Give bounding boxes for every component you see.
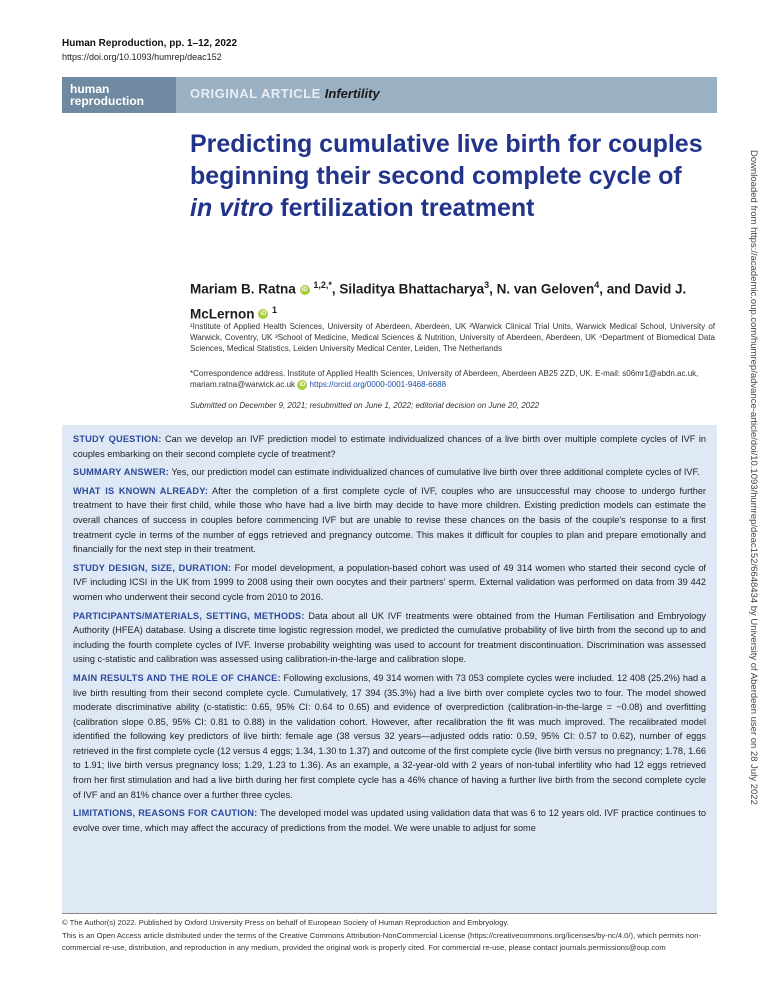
title-part-2: fertilization treatment bbox=[273, 194, 535, 222]
section-text: The developed model was updated using validation data that was 6 to 12 years old. IVF practice continues to evolve over time, which may affect the accuracy of predictions from the model. We were unable to adjust for some bbox=[73, 808, 706, 833]
author-affil-sup: 1,2,* bbox=[313, 280, 332, 290]
affiliations: ¹Institute of Applied Health Sciences, University of Aberdeen, Aberdeen, UK ²Warwick Clinical Trial Units, Warwick Medical School, University of Warwick, Coventry, UK ³School of Medicine, Medical Sciences & Nutrition, University of Aberdeen, Aberdeen, UK ⁴Department of Biomedical Data Sciences, Medical Statistics, Leiden University Medical Center, Leiden, The Netherlands bbox=[190, 322, 715, 353]
logo-line-2: reproduction bbox=[70, 94, 144, 108]
abstract-section bbox=[73, 432, 706, 461]
section-heading: WHAT IS KNOWN ALREADY: bbox=[73, 485, 209, 496]
section-text: Yes, our prediction model can estimate individualized chances of cumulative live birth over three additional complete cycles of IVF. bbox=[169, 467, 700, 478]
section-text: Data about all UK IVF treatments were obtained from the Human Fertilisation and Embryology Authority (HFEA) database. Using a discrete time logistic regression model, we predicted the cumulative probability of live birth from the second up to and including the fourth complete cycles of IVF. Inverse probability weighting was used to account for treatment discontinuation. Discrimination was assessed using c-statistic and calibration was assessed using calibration-in-the-large and calibration slope. bbox=[73, 610, 706, 665]
section-heading: STUDY QUESTION: bbox=[73, 434, 162, 444]
logo-line-1: human bbox=[70, 82, 110, 96]
submission-dates: Submitted on December 9, 2021; resubmitted on June 1, 2022; editorial decision on June 20, 2022 bbox=[190, 401, 540, 410]
article-title bbox=[190, 128, 710, 224]
journal-logo[interactable] bbox=[62, 77, 176, 113]
author-affil-sup: 3 bbox=[484, 280, 490, 290]
abstract-section bbox=[73, 806, 706, 835]
download-watermark bbox=[745, 150, 763, 900]
abstract-section bbox=[73, 465, 706, 480]
orcid-icon[interactable]: iD bbox=[299, 381, 306, 388]
section-heading: LIMITATIONS, REASONS FOR CAUTION: bbox=[73, 808, 258, 819]
section-text: Following exclusions, 49 314 women with 73 053 complete cycles were included. 12 408 (25.2%) had a live birth resulting from their second complete cycle. Cumulatively, 17 394 (35.3%) had a live birth over complete cycles two to four. The model showed moderate discriminative ability (c-statistic: 0.65, 95% CI: 0.64 to 0.65) and evidence of overprediction (calibration-in-the-large = −0.08) and overfitting (calibration slope 0.85, 95% CI: 0.81 to 0.88) in the validation cohort. However, after recalibration the fit was much improved. The recalibrated model identified the following key predictors of live birth: female age (38 versus 32 years—adjusted odds ratio: 0.59, 95% CI: 0.57 to 0.62), number of eggs retrieved in the first complete cycle (12 versus 4 eggs; 1.34, 1.30 to 1.37) and outcome of the first complete cycle (live birth versus no pregnancy; 1.78, 1.66 to 1.91; live birth versus pregnancy loss; 1.29, 1.23 to 1.36). As an example, a 32-year-old with 2 years of non-tubal infertility who had 12 eggs retrieved from her first stimulation and had a live birth during her first complete cycle has a 46% chance of having a further live birth from the second complete cycle of IVF and an 81% chance over a further three cycles. bbox=[73, 672, 706, 800]
copyright-line: © The Author(s) 2022. Published by Oxford University Press on behalf of European Society of Human Reproduction and Embryology. bbox=[62, 918, 509, 927]
author-affil-sup: 1 bbox=[272, 304, 278, 315]
author-list bbox=[190, 275, 715, 324]
abstract-section bbox=[73, 484, 706, 557]
section-heading: PARTICIPANTS/MATERIALS, SETTING, METHODS: bbox=[73, 610, 305, 621]
abstract-section bbox=[73, 609, 706, 667]
footer-text bbox=[62, 917, 717, 955]
abstract-section bbox=[73, 561, 706, 605]
download-notice: Downloaded from https://academic.oup.com/humrep/advance-article/doi/10.1093/humrep/deac152/6648434 by University of Aberdeen user on 28 July 2022 bbox=[748, 150, 759, 805]
abstract-section bbox=[73, 671, 706, 802]
section-text: After the completion of a first complete cycle of IVF, couples who are unsuccessful may choose to undergo further treatment to have their first child, while those who have had a live birth may decide to have more children. Existing prediction models can estimate the overall chances of success in couples before commencing IVF but are unable to revise these chances on the basis of the couple's response to a first treatment cycle in terms of the number of eggs retrieved and pregnancy outcome. This makes it difficult for couples to plan and prepare emotionally and financially for the next step in their treatment. bbox=[73, 485, 706, 555]
correspondence-text: *Correspondence address. Institute of Applied Health Sciences, University of Aberdeen, Aberdeen AB25 2ZD, UK. E-mail: s06mr1@abdn.ac.uk, mariam.ratna@warwick.ac.uk bbox=[190, 369, 699, 389]
title-italic: in vitro bbox=[190, 194, 274, 222]
section-heading: STUDY DESIGN, SIZE, DURATION: bbox=[73, 562, 232, 573]
article-type bbox=[190, 86, 380, 101]
article-specialty: Infertility bbox=[324, 86, 380, 101]
orcid-icon[interactable]: iD bbox=[260, 311, 267, 318]
section-text: For model development, a population-based cohort was used of 49 314 women who started their second cycle of IVF including ICSI in the UK from 1999 to 2008 using their own oocytes and their partners' sperm. External validation was performed on data from 39 442 women who underwent their second cycle from 2010 to 2016. bbox=[73, 562, 706, 602]
footer-divider bbox=[62, 913, 717, 914]
doi-link[interactable]: https://doi.org/10.1093/humrep/deac152 bbox=[62, 52, 222, 62]
page-footer bbox=[0, 913, 774, 1000]
author-affil-sup: 4 bbox=[594, 280, 600, 290]
journal-banner bbox=[62, 77, 717, 113]
author-mclernon[interactable]: , and David J. McLernon bbox=[190, 281, 687, 321]
section-heading: MAIN RESULTS AND THE ROLE OF CHANCE: bbox=[73, 672, 281, 683]
orcid-link[interactable]: https://orcid.org/0000-0001-9468-6688 bbox=[309, 380, 447, 389]
correspondence bbox=[190, 368, 715, 390]
section-heading: SUMMARY ANSWER: bbox=[73, 467, 170, 478]
author-bhattacharya[interactable]: , Siladitya Bhattacharya bbox=[331, 281, 485, 297]
journal-citation: Human Reproduction, pp. 1–12, 2022 bbox=[62, 38, 238, 49]
author-van-geloven[interactable]: , N. van Geloven bbox=[489, 281, 595, 297]
section-text: Can we develop an IVF prediction model to estimate individualized chances of a live birth over multiple complete cycles of IVF in couples embarking on their second complete cycle of treatment? bbox=[73, 434, 706, 459]
article-type-label: ORIGINAL ARTICLE bbox=[190, 86, 321, 101]
orcid-icon[interactable]: iD bbox=[301, 286, 308, 293]
title-part-1: Predicting cumulative live birth for couples beginning their second complete cycle of bbox=[190, 130, 703, 190]
license-text: This is an Open Access article distributed under the terms of the Creative Commons Attribution-NonCommercial License (https://creativecommons.org/licenses/by-nc/4.0/), which permits non-commercial re-use, distribution, and reproduction in any medium, provided the original work is properly cited. For commercial re-use, please contact journals.permissions@oup.com bbox=[62, 931, 701, 952]
author-ratna[interactable]: Mariam B. Ratna bbox=[190, 281, 296, 297]
